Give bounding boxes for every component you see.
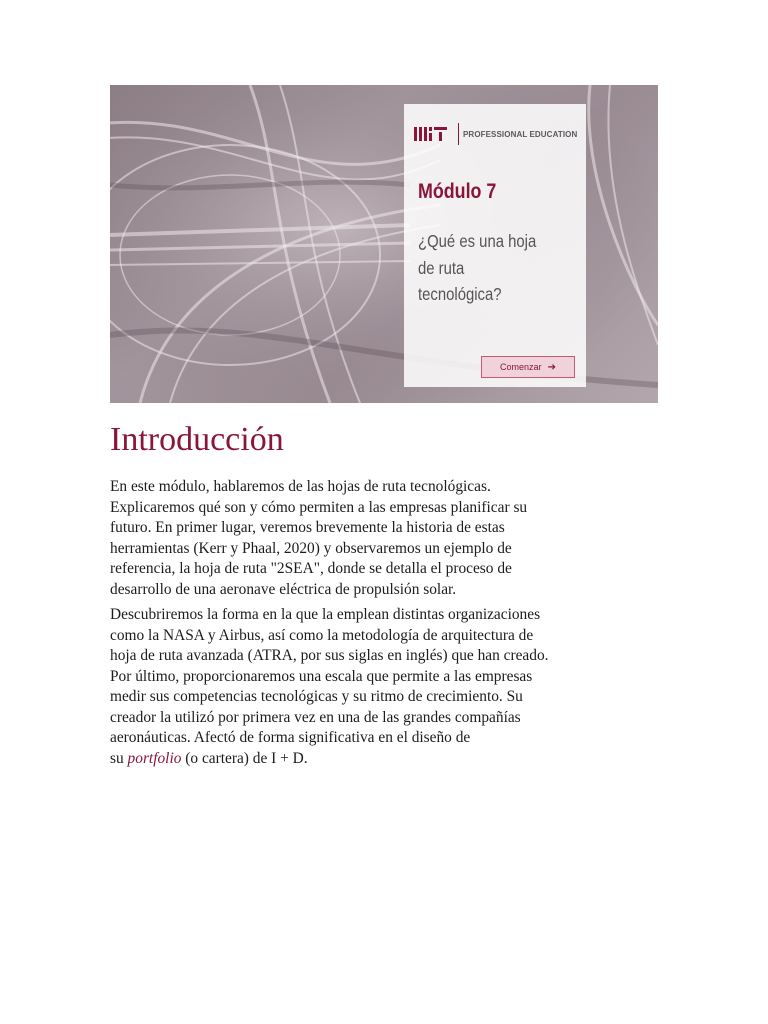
paragraph-line: futuro. En primer lugar, veremos brevemente la historia de estas bbox=[110, 519, 505, 536]
section-heading: Introducción bbox=[110, 421, 284, 458]
mit-pe-logo bbox=[414, 121, 582, 149]
intro-paragraph-1 bbox=[110, 477, 650, 600]
paragraph-line: hoja de ruta avanzada (ATRA, por sus siglas en inglés) que han creado. bbox=[110, 647, 549, 664]
module-banner bbox=[110, 85, 658, 403]
module-card bbox=[404, 104, 586, 387]
start-button[interactable] bbox=[481, 356, 575, 378]
paragraph-line: Descubriremos la forma en la que la emplean distintas organizaciones bbox=[110, 606, 541, 623]
module-question bbox=[418, 228, 588, 308]
paragraph-line: creador la utilizó por primera vez en una de las grandes compañías bbox=[110, 708, 521, 726]
last-line-end: (o cartera) de I + D. bbox=[181, 749, 308, 767]
mit-logo-icon bbox=[414, 123, 454, 145]
module-question-line: ¿Qué es una hoja bbox=[418, 231, 537, 251]
professional-education-label: PROFESSIONAL EDUCATION bbox=[463, 130, 578, 139]
module-question-line: tecnológica? bbox=[418, 284, 502, 304]
paragraph-last-line bbox=[110, 749, 650, 770]
paragraph-line: En este módulo, hablaremos de las hojas de ruta tecnológicas. bbox=[110, 478, 491, 495]
start-button-label: Comenzar bbox=[500, 362, 542, 372]
last-line-start: su bbox=[110, 749, 128, 767]
portfolio-term: portfolio bbox=[127, 749, 182, 767]
paragraph-line: referencia, la hoja de ruta "2SEA", donde se detalla el proceso de bbox=[110, 560, 512, 577]
arrow-right-icon: ➔ bbox=[547, 361, 556, 373]
logo-divider bbox=[458, 123, 459, 145]
intro-paragraph-2 bbox=[110, 605, 650, 769]
paragraph-line: desarrollo de una aeronave eléctrica de propulsión solar. bbox=[110, 580, 457, 598]
module-title: Módulo 7 bbox=[418, 180, 497, 203]
paragraph-line: Por último, proporcionaremos una escala que permite a las empresas bbox=[110, 667, 533, 685]
paragraph-line: herramientas (Kerr y Phaal, 2020) y observaremos un ejemplo de bbox=[110, 539, 512, 557]
paragraph-line: aeronáuticas. Afectó de forma significativa en el diseño de bbox=[110, 729, 471, 746]
module-question-line: de ruta bbox=[418, 257, 465, 278]
paragraph-line: medir sus competencias tecnológicas y su ritmo de crecimiento. Su bbox=[110, 688, 523, 705]
paragraph-line: como la NASA y Airbus, así como la metodología de arquitectura de bbox=[110, 626, 534, 644]
paragraph-line: Explicaremos qué son y cómo permiten a las empresas planificar su bbox=[110, 498, 528, 516]
